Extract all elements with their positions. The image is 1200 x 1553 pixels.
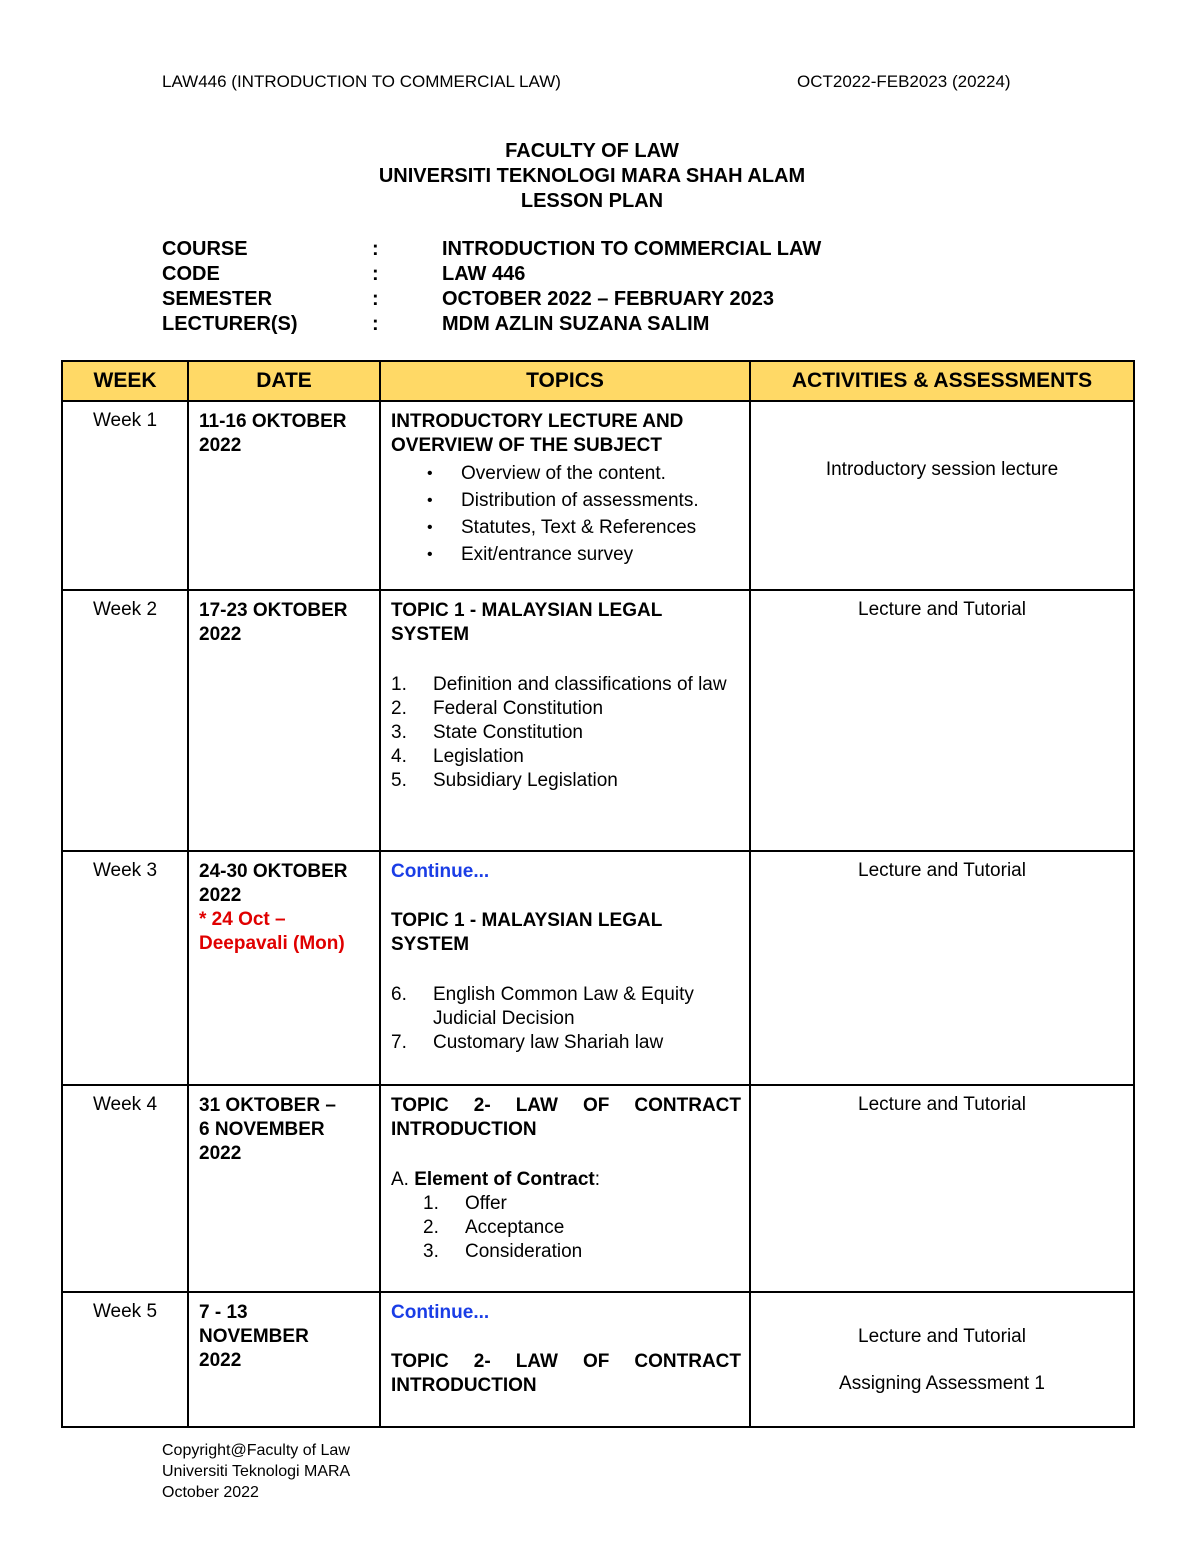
date-line: 31 OKTOBER –: [199, 1095, 336, 1116]
item-text: Offer: [465, 1193, 507, 1214]
activities-cell: [750, 1085, 1134, 1292]
date-cell: 17-23 OKTOBER 2022: [188, 590, 380, 851]
running-header-semester: OCT2022-FEB2023 (20224): [797, 72, 1011, 91]
footer-line: October 2022: [162, 1484, 259, 1501]
table-row: [62, 851, 1134, 1085]
university-title: UNIVERSITI TEKNOLOGI MARA SHAH ALAM: [378, 165, 806, 187]
info-key: LECTURER(S): [162, 313, 298, 335]
table-header-row: [62, 361, 1134, 401]
item-number: 1.: [423, 1193, 439, 1214]
topic-title: TOPIC 1 - MALAYSIAN LEGAL SYSTEM: [391, 600, 662, 645]
course-info-row: [162, 312, 821, 337]
info-separator: :: [372, 288, 379, 310]
topic-title: TOPIC 1 - MALAYSIAN LEGAL SYSTEM: [391, 910, 662, 955]
activity-text: Lecture and Tutorial: [858, 860, 1026, 881]
list-item: • Distribution of assessments.: [391, 487, 741, 514]
item-text: State Constitution: [433, 722, 583, 743]
table-row: [62, 401, 1134, 590]
list-item: [391, 1216, 741, 1240]
lesson-plan-table: [61, 360, 1135, 1428]
holiday-note: * 24 Oct – Deepavali (Mon): [199, 909, 345, 954]
item-number: 3.: [423, 1241, 439, 1262]
item-number: 3.: [391, 722, 407, 743]
course-info-row: [162, 287, 821, 312]
list-item: • Exit/entrance survey: [391, 541, 741, 568]
date-cell: [188, 1085, 380, 1292]
column-header-date: DATE: [188, 361, 380, 401]
table-row: [62, 1085, 1134, 1292]
table-row: [62, 1292, 1134, 1427]
activity-text-assessment: Assigning Assessment 1: [839, 1373, 1045, 1394]
item-number: 2.: [423, 1217, 439, 1238]
topics-cell: [380, 1292, 750, 1427]
list-item: [391, 697, 741, 721]
week-cell: Week 3: [62, 851, 188, 1085]
column-header-week: WEEK: [62, 361, 188, 401]
list-item: [391, 1031, 741, 1055]
list-item: [391, 745, 741, 769]
item-text: Legislation: [433, 746, 524, 767]
activity-text: Lecture and Tutorial: [858, 599, 1026, 620]
date-cell: 11-16 OKTOBER 2022: [188, 401, 380, 590]
activities-cell: [750, 401, 1134, 590]
topic-title-continued: INTRODUCTION: [391, 1119, 537, 1140]
lesson-plan-title: LESSON PLAN: [520, 190, 664, 212]
date-line: 2022: [199, 1350, 242, 1371]
list-item: • Statutes, Text & References: [391, 514, 741, 541]
topic-bullet-list: [391, 460, 741, 568]
table-row: [62, 590, 1134, 851]
info-value: OCTOBER 2022 – FEBRUARY 2023: [442, 288, 774, 310]
info-value: MDM AZLIN SUZANA SALIM: [442, 313, 710, 335]
continue-label: Continue...: [391, 861, 490, 882]
course-info: [162, 237, 821, 337]
list-item: [391, 1192, 741, 1216]
info-separator: :: [372, 238, 379, 260]
item-text: Definition and classifications of law: [433, 674, 727, 695]
item-number: 5.: [391, 770, 407, 791]
date-line: 7 - 13: [199, 1302, 248, 1323]
item-number: 6.: [391, 984, 407, 1005]
topics-cell: [380, 590, 750, 851]
topics-cell: [380, 401, 750, 590]
info-key: COURSE: [162, 238, 248, 260]
copyright-footer: [162, 1440, 350, 1503]
item-text: Acceptance: [465, 1217, 565, 1238]
item-number: 2.: [391, 698, 407, 719]
date-cell: [188, 851, 380, 1085]
info-separator: :: [372, 313, 379, 335]
list-item: [391, 1240, 741, 1264]
date-line: 2022: [199, 1143, 242, 1164]
item-text: Customary law Shariah law: [433, 1032, 664, 1053]
info-value: LAW 446: [442, 263, 526, 285]
topics-cell: [380, 851, 750, 1085]
list-item: [391, 769, 741, 793]
document-titles: [0, 139, 1184, 214]
activities-cell: [750, 851, 1134, 1085]
topic-numbered-list: [391, 1192, 741, 1264]
topic-title-continued: INTRODUCTION: [391, 1375, 537, 1396]
running-header-course: LAW446 (INTRODUCTION TO COMMERCIAL LAW): [162, 72, 561, 91]
week-cell: Week 2: [62, 590, 188, 851]
course-info-row: [162, 262, 821, 287]
date-line: NOVEMBER: [199, 1326, 309, 1347]
section-heading: [391, 1168, 741, 1192]
week-cell: Week 5: [62, 1292, 188, 1427]
topic-title: INTRODUCTORY LECTURE AND OVERVIEW OF THE SUBJECT: [391, 411, 684, 456]
date-line: 6 NOVEMBER: [199, 1119, 325, 1140]
column-header-topics: TOPICS: [380, 361, 750, 401]
section-colon: :: [594, 1169, 601, 1190]
activity-text: Lecture and Tutorial: [858, 1094, 1026, 1115]
item-text: Subsidiary Legislation: [433, 770, 618, 791]
week-cell: Week 1: [62, 401, 188, 590]
date-text: 24-30 OKTOBER 2022: [199, 861, 348, 906]
item-number: 7.: [391, 1032, 407, 1053]
activities-cell: [750, 1292, 1134, 1427]
column-header-activities: ACTIVITIES & ASSESSMENTS: [750, 361, 1134, 401]
list-item: [391, 983, 741, 1031]
info-separator: :: [372, 263, 379, 285]
activity-text: Introductory session lecture: [825, 459, 1059, 480]
item-number: 1.: [391, 674, 407, 695]
continue-label: Continue...: [391, 1302, 490, 1323]
item-text: English Common Law & Equity Judicial Decision: [433, 984, 694, 1029]
date-cell: [188, 1292, 380, 1427]
info-key: CODE: [162, 263, 220, 285]
section-label: Element of Contract: [414, 1169, 595, 1190]
activities-cell: [750, 590, 1134, 851]
list-item: [391, 673, 741, 697]
item-text: Consideration: [465, 1241, 583, 1262]
footer-line: Universiti Teknologi MARA: [162, 1463, 351, 1480]
topic-title: TOPIC 2- LAW OF CONTRACT: [391, 1095, 741, 1116]
item-number: 4.: [391, 746, 407, 767]
topic-numbered-list: [391, 673, 741, 793]
info-value: INTRODUCTION TO COMMERCIAL LAW: [442, 238, 822, 260]
course-info-row: [162, 237, 821, 262]
item-text: Federal Constitution: [433, 698, 604, 719]
topics-cell: [380, 1085, 750, 1292]
topic-numbered-list: [391, 983, 741, 1055]
footer-line: Copyright@Faculty of Law: [162, 1442, 350, 1459]
info-key: SEMESTER: [162, 288, 273, 310]
topic-title: TOPIC 2- LAW OF CONTRACT: [391, 1351, 741, 1372]
list-item: • Overview of the content.: [391, 460, 741, 487]
week-cell: Week 4: [62, 1085, 188, 1292]
section-letter: A.: [391, 1169, 409, 1190]
faculty-title: FACULTY OF LAW: [505, 140, 679, 162]
activity-text: Lecture and Tutorial: [858, 1326, 1026, 1347]
list-item: [391, 721, 741, 745]
